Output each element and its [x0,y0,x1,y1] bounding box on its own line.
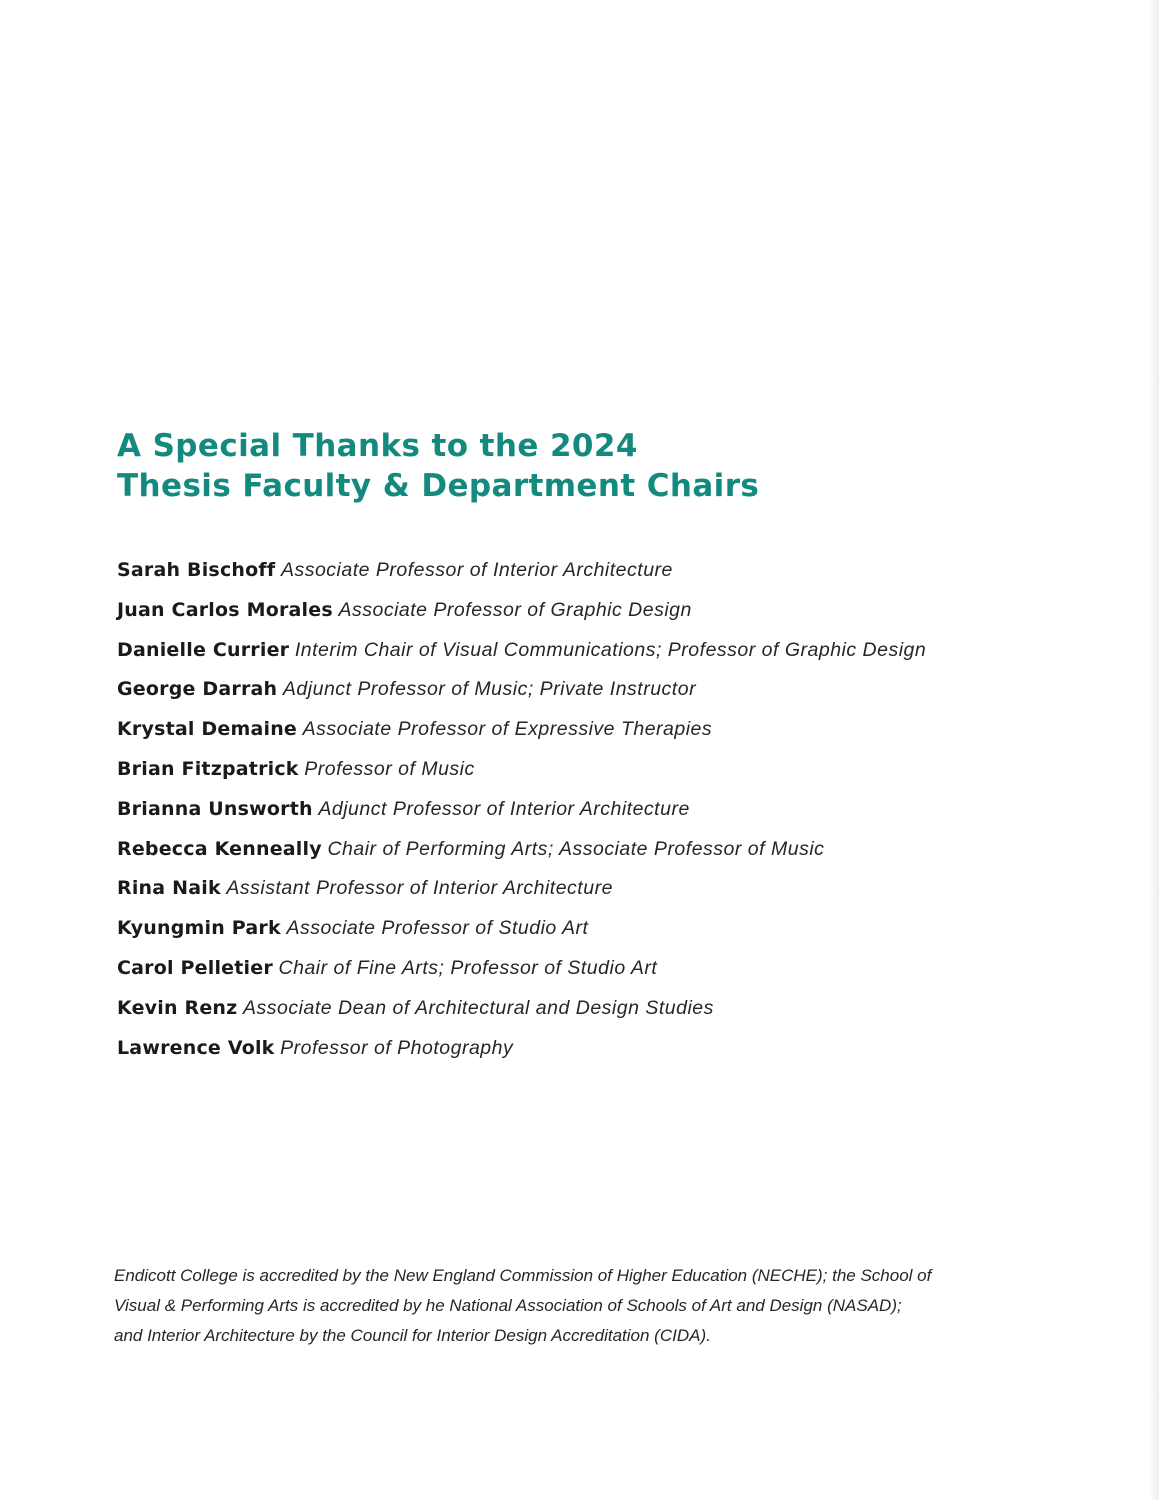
heading-line-2: Thesis Faculty & Department Chairs [117,468,760,504]
faculty-title: Adjunct Professor of Music; Private Instructor [282,678,697,701]
faculty-entry [117,793,926,833]
faculty-name: Krystal Demaine [117,718,298,741]
faculty-name: Brianna Unsworth [117,797,313,820]
faculty-title: Chair of Fine Arts; Professor of Studio Art [278,956,658,979]
faculty-title: Assistant Professor of Interior Architecture [226,877,613,900]
page-heading [117,426,759,506]
faculty-title: Associate Professor of Graphic Design [338,598,692,621]
faculty-title: Adjunct Professor of Interior Architecture [318,797,690,820]
faculty-name: Carol Pelletier [117,956,273,979]
accreditation-note [114,1261,994,1351]
faculty-title: Professor of Photography [280,1036,514,1059]
accreditation-line-1: Endicott College is accredited by the New England Commission of Higher Education (NECHE); the School of [114,1266,932,1285]
faculty-name: Kevin Renz [117,996,238,1019]
faculty-name: Rebecca Kenneally [117,837,322,860]
faculty-entry [117,753,926,793]
faculty-entry [117,673,926,713]
faculty-list [117,554,926,1071]
faculty-name: Brian Fitzpatrick [117,757,299,780]
faculty-title: Associate Professor of Interior Architecture [280,559,673,581]
faculty-title: Associate Professor of Studio Art [286,917,589,940]
faculty-name: Rina Naik [117,877,221,900]
faculty-title: Associate Professor of Expressive Therapies [302,718,713,741]
faculty-entry [117,1032,926,1072]
faculty-entry [117,594,926,634]
faculty-name: Sarah Bischoff [117,559,276,581]
faculty-entry [117,872,926,912]
faculty-entry [117,554,926,594]
accreditation-line-2: Visual & Performing Arts is accredited by he National Association of Schools of Art and Design (NASAD); [114,1296,902,1315]
faculty-name: George Darrah [117,678,278,701]
faculty-name: Kyungmin Park [117,917,281,940]
faculty-name: Danielle Currier [117,638,290,661]
faculty-name: Juan Carlos Morales [117,598,333,621]
faculty-name: Lawrence Volk [117,1036,275,1059]
faculty-entry [117,634,926,674]
faculty-entry [117,912,926,952]
heading-line-1: A Special Thanks to the 2024 [117,428,638,464]
faculty-title: Associate Dean of Architectural and Design Studies [243,996,714,1019]
faculty-title: Interim Chair of Visual Communications; Professor of Graphic Design [294,638,927,661]
faculty-entry [117,833,926,873]
faculty-title: Professor of Music [304,757,475,780]
faculty-entry [117,992,926,1032]
faculty-entry [117,952,926,992]
faculty-title: Chair of Performing Arts; Associate Professor of Music [327,837,825,860]
page-edge-shadow [1149,0,1159,1500]
faculty-entry [117,713,926,753]
accreditation-line-3: and Interior Architecture by the Council for Interior Design Accreditation (CIDA). [114,1326,711,1345]
